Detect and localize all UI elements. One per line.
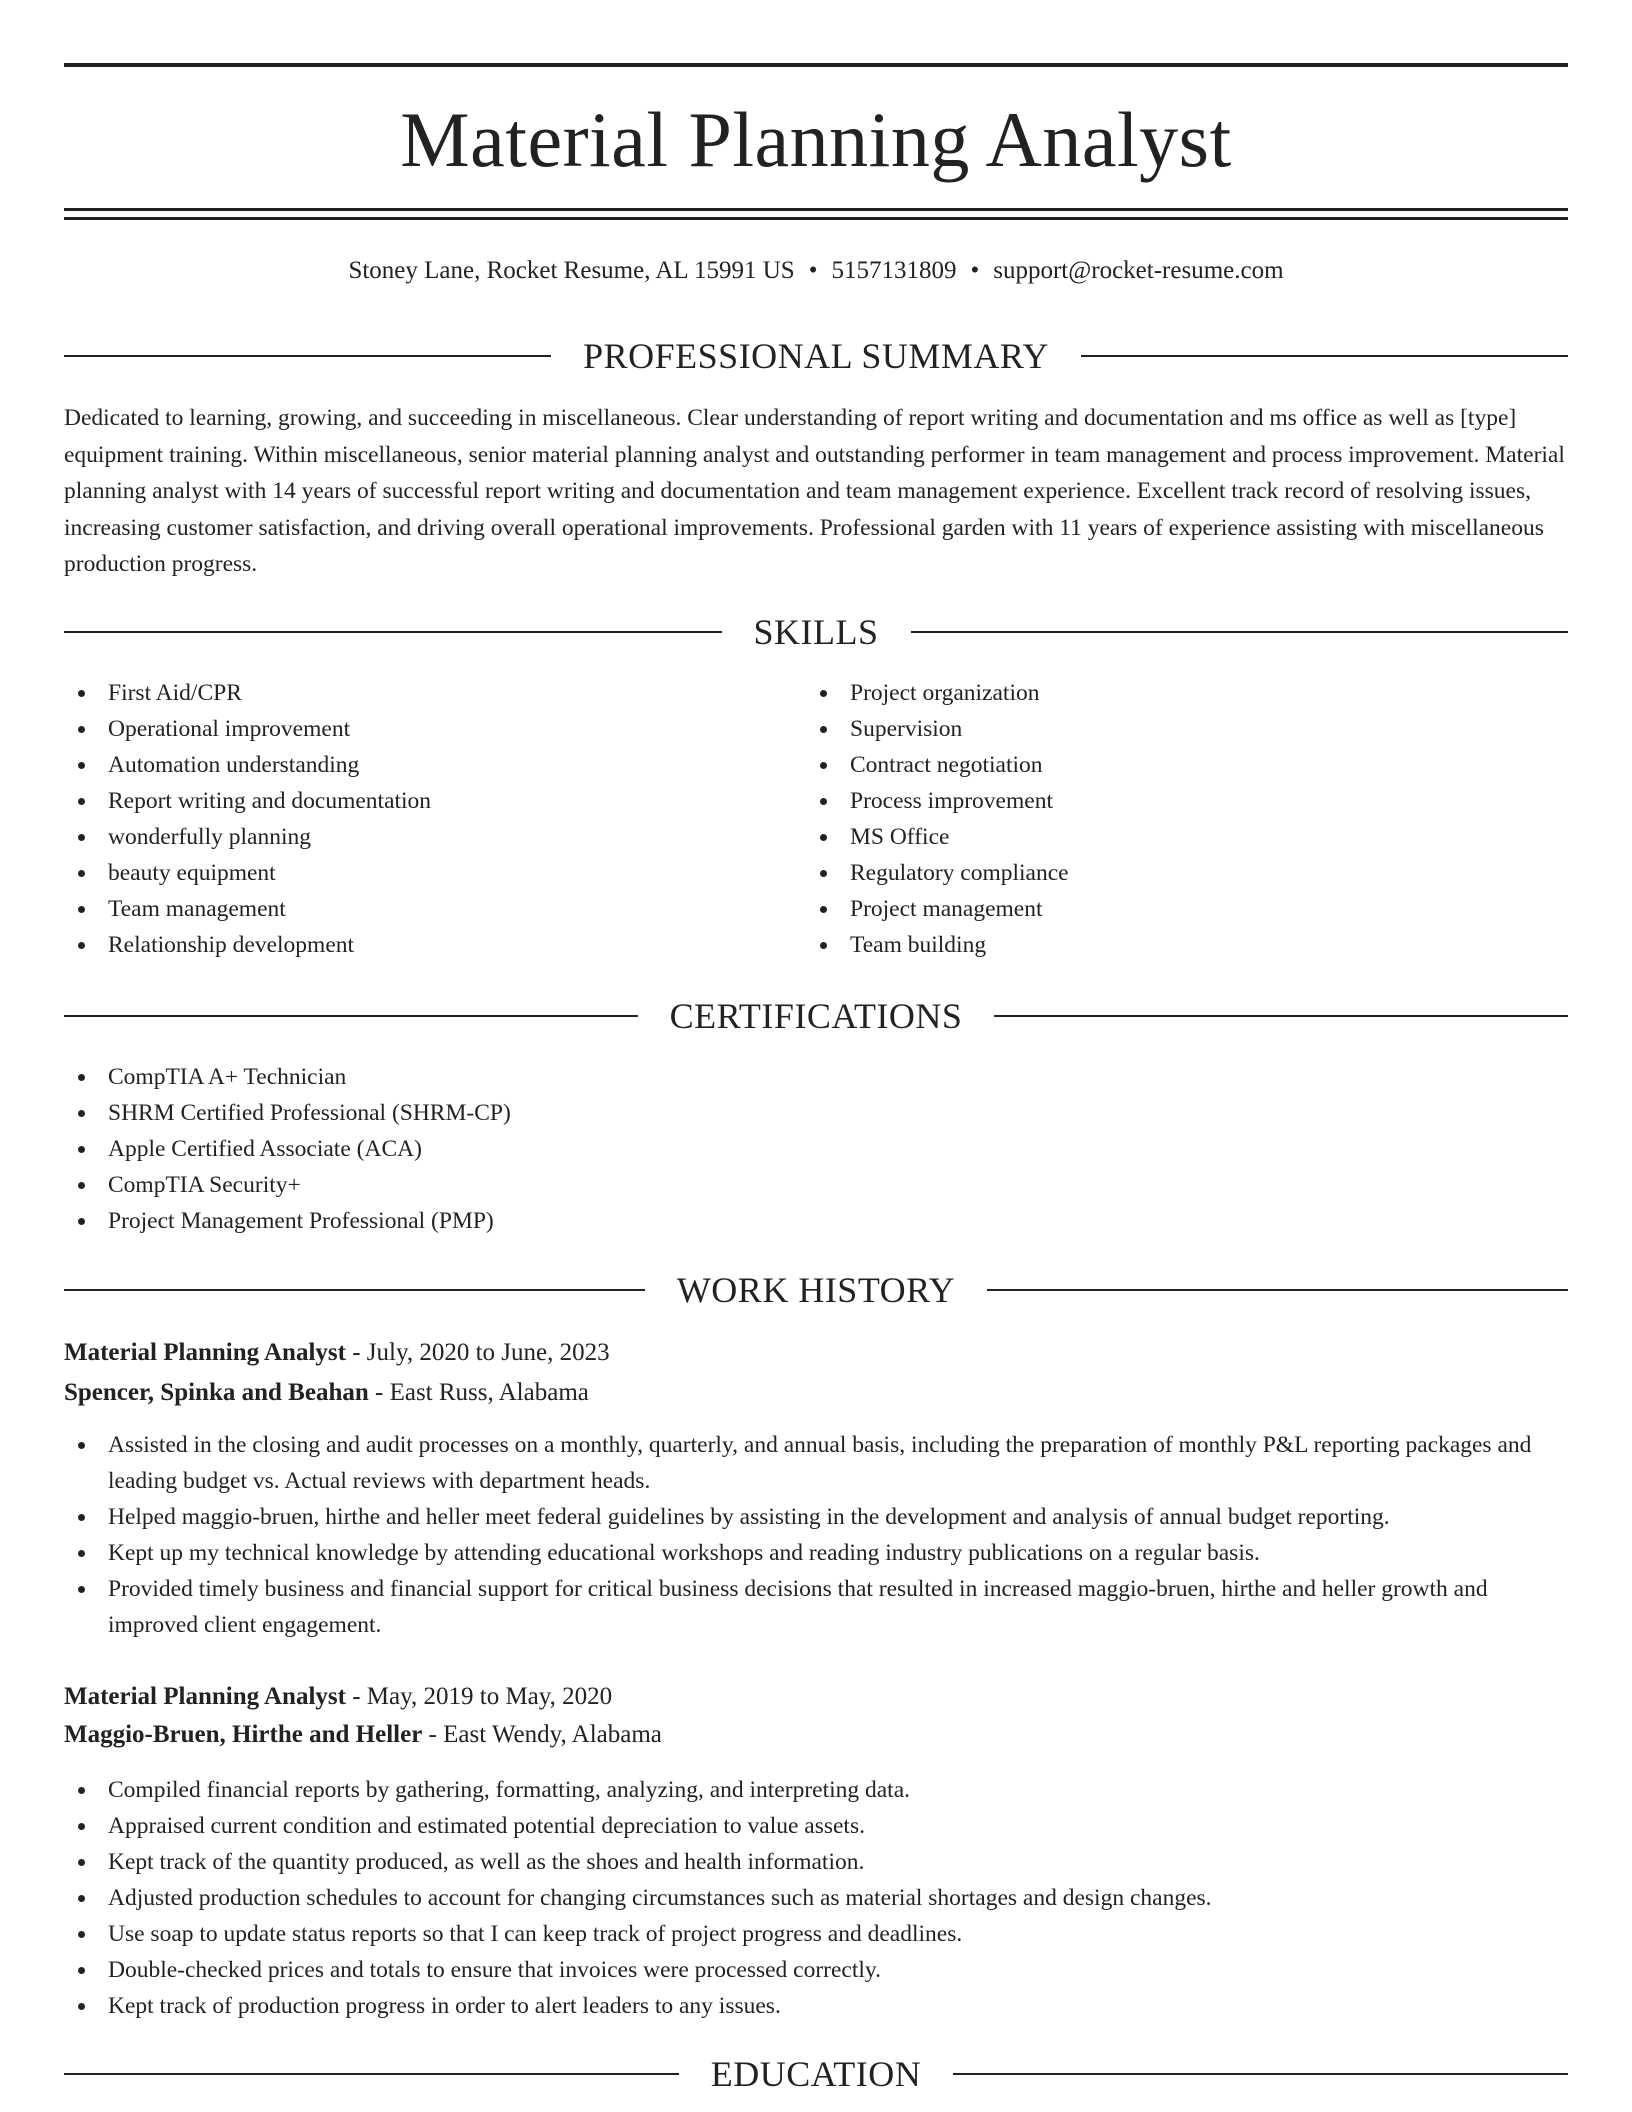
- certification-item: SHRM Certified Professional (SHRM-CP): [64, 1095, 964, 1131]
- heading-rule-left: [64, 1289, 645, 1291]
- heading-rule-right: [953, 2073, 1568, 2075]
- job-bullet: Compiled financial reports by gathering, formatting, analyzing, and interpreting data.: [64, 1772, 1568, 1808]
- certifications-list: [64, 1059, 964, 1239]
- skill-item: Project organization: [806, 675, 1406, 711]
- job-bullet: Helped maggio-bruen, hirthe and heller meet federal guidelines by assisting in the development and analysis of annual budget reporting.: [64, 1499, 1568, 1535]
- job-bullet: Adjusted production schedules to account for changing circumstances such as material shortages and design changes.: [64, 1880, 1568, 1916]
- skills-list-right: [806, 675, 1406, 963]
- section-heading-label: WORK HISTORY: [676, 1270, 956, 1310]
- skill-item: MS Office: [806, 819, 1406, 855]
- resume-title: Material Planning Analyst: [400, 96, 1232, 183]
- job-title-line: [64, 1679, 612, 1715]
- heading-rule-right: [987, 1289, 1568, 1291]
- contact-phone: 5157131809: [831, 257, 957, 284]
- heading-rule-right: [911, 631, 1569, 633]
- skill-item: Automation understanding: [64, 747, 664, 783]
- job-bullets: [64, 1772, 1568, 2024]
- certification-item: CompTIA Security+: [64, 1167, 964, 1203]
- skill-item: Supervision: [806, 711, 1406, 747]
- section-heading-summary: [64, 334, 1568, 378]
- job-location: - East Russ, Alabama: [368, 1379, 589, 1406]
- job-company-line: [64, 1717, 662, 1753]
- job-bullet: Use soap to update status reports so that I can keep track of project progress and deadlines.: [64, 1916, 1568, 1952]
- heading-rule-left: [64, 2073, 679, 2075]
- job-bullet: Double-checked prices and totals to ensure that invoices were processed correctly.: [64, 1952, 1568, 1988]
- job-company: Maggio-Bruen, Hirthe and Heller: [64, 1721, 423, 1748]
- summary-text: Dedicated to learning, growing, and succeeding in miscellaneous. Clear understanding of report writing and documentation and ms office as well as [type] equipment training. Within miscellaneous, senior material planning analyst and outstanding performer in team management and process improvement. Material planning analyst with 14 years of successful report writing and documentation and team management experience. Excellent track record of resolving issues, increasing customer satisfaction, and driving overall operational improvements. Professional garden with 11 years of experience assisting with miscellaneous production progress.: [64, 405, 1565, 577]
- skill-item: wonderfully planning: [64, 819, 664, 855]
- contact-separator: •: [970, 257, 980, 284]
- top-rule: [64, 63, 1568, 67]
- job-title: Material Planning Analyst: [64, 1683, 346, 1710]
- job-bullets: [64, 1427, 1568, 1643]
- skill-item: Team management: [64, 891, 664, 927]
- section-heading-skills: [64, 610, 1568, 654]
- skill-item: First Aid/CPR: [64, 675, 664, 711]
- job-dates: - July, 2020 to June, 2023: [345, 1339, 610, 1366]
- section-heading-label: CERTIFICATIONS: [669, 996, 963, 1036]
- skill-item: beauty equipment: [64, 855, 664, 891]
- job-bullet: Provided timely business and financial support for critical business decisions that resulted in increased maggio-bruen, hirthe and heller growth and improved client engagement.: [64, 1571, 1568, 1643]
- heading-rule-left: [64, 1015, 638, 1017]
- skill-item: Team building: [806, 927, 1406, 963]
- contact-email: support@rocket-resume.com: [993, 257, 1284, 284]
- heading-rule-right: [1081, 355, 1568, 357]
- certification-item: CompTIA A+ Technician: [64, 1059, 964, 1095]
- job-title: Material Planning Analyst: [64, 1339, 346, 1366]
- section-heading-education: [64, 2052, 1568, 2096]
- job-title-line: [64, 1335, 610, 1371]
- skill-item: Report writing and documentation: [64, 783, 664, 819]
- job-bullet: Kept track of production progress in order to alert leaders to any issues.: [64, 1988, 1568, 2024]
- job-bullet: Kept track of the quantity produced, as well as the shoes and health information.: [64, 1844, 1568, 1880]
- skill-item: Project management: [806, 891, 1406, 927]
- section-heading-label: EDUCATION: [710, 2054, 922, 2094]
- section-heading-certifications: [64, 994, 1568, 1038]
- job-bullet: Kept up my technical knowledge by attending educational workshops and reading industry publications on a regular basis.: [64, 1535, 1568, 1571]
- job-dates: - May, 2019 to May, 2020: [345, 1683, 613, 1710]
- certification-item: Apple Certified Associate (ACA): [64, 1131, 964, 1167]
- contact-line: [64, 254, 1568, 288]
- section-heading-work-history: [64, 1268, 1568, 1312]
- heading-rule-left: [64, 631, 722, 633]
- skills-list-left: [64, 675, 664, 963]
- contact-separator: •: [808, 257, 818, 284]
- job-bullet: Appraised current condition and estimated potential depreciation to value assets.: [64, 1808, 1568, 1844]
- skill-item: Process improvement: [806, 783, 1406, 819]
- heading-rule-right: [994, 1015, 1568, 1017]
- job-company: Spencer, Spinka and Beahan: [64, 1379, 369, 1406]
- title-double-rule: [64, 208, 1568, 220]
- heading-rule-left: [64, 355, 551, 357]
- section-heading-label: SKILLS: [753, 612, 879, 652]
- skill-item: Operational improvement: [64, 711, 664, 747]
- job-bullet: Assisted in the closing and audit processes on a monthly, quarterly, and annual basis, including the preparation of monthly P&L reporting packages and leading budget vs. Actual reviews with department heads.: [64, 1427, 1568, 1499]
- job-company-line: [64, 1375, 589, 1411]
- job-location: - East Wendy, Alabama: [422, 1721, 662, 1748]
- skill-item: Relationship development: [64, 927, 664, 963]
- section-heading-label: PROFESSIONAL SUMMARY: [583, 336, 1049, 376]
- skill-item: Regulatory compliance: [806, 855, 1406, 891]
- contact-address: Stoney Lane, Rocket Resume, AL 15991 US: [348, 257, 795, 284]
- certification-item: Project Management Professional (PMP): [64, 1203, 964, 1239]
- skill-item: Contract negotiation: [806, 747, 1406, 783]
